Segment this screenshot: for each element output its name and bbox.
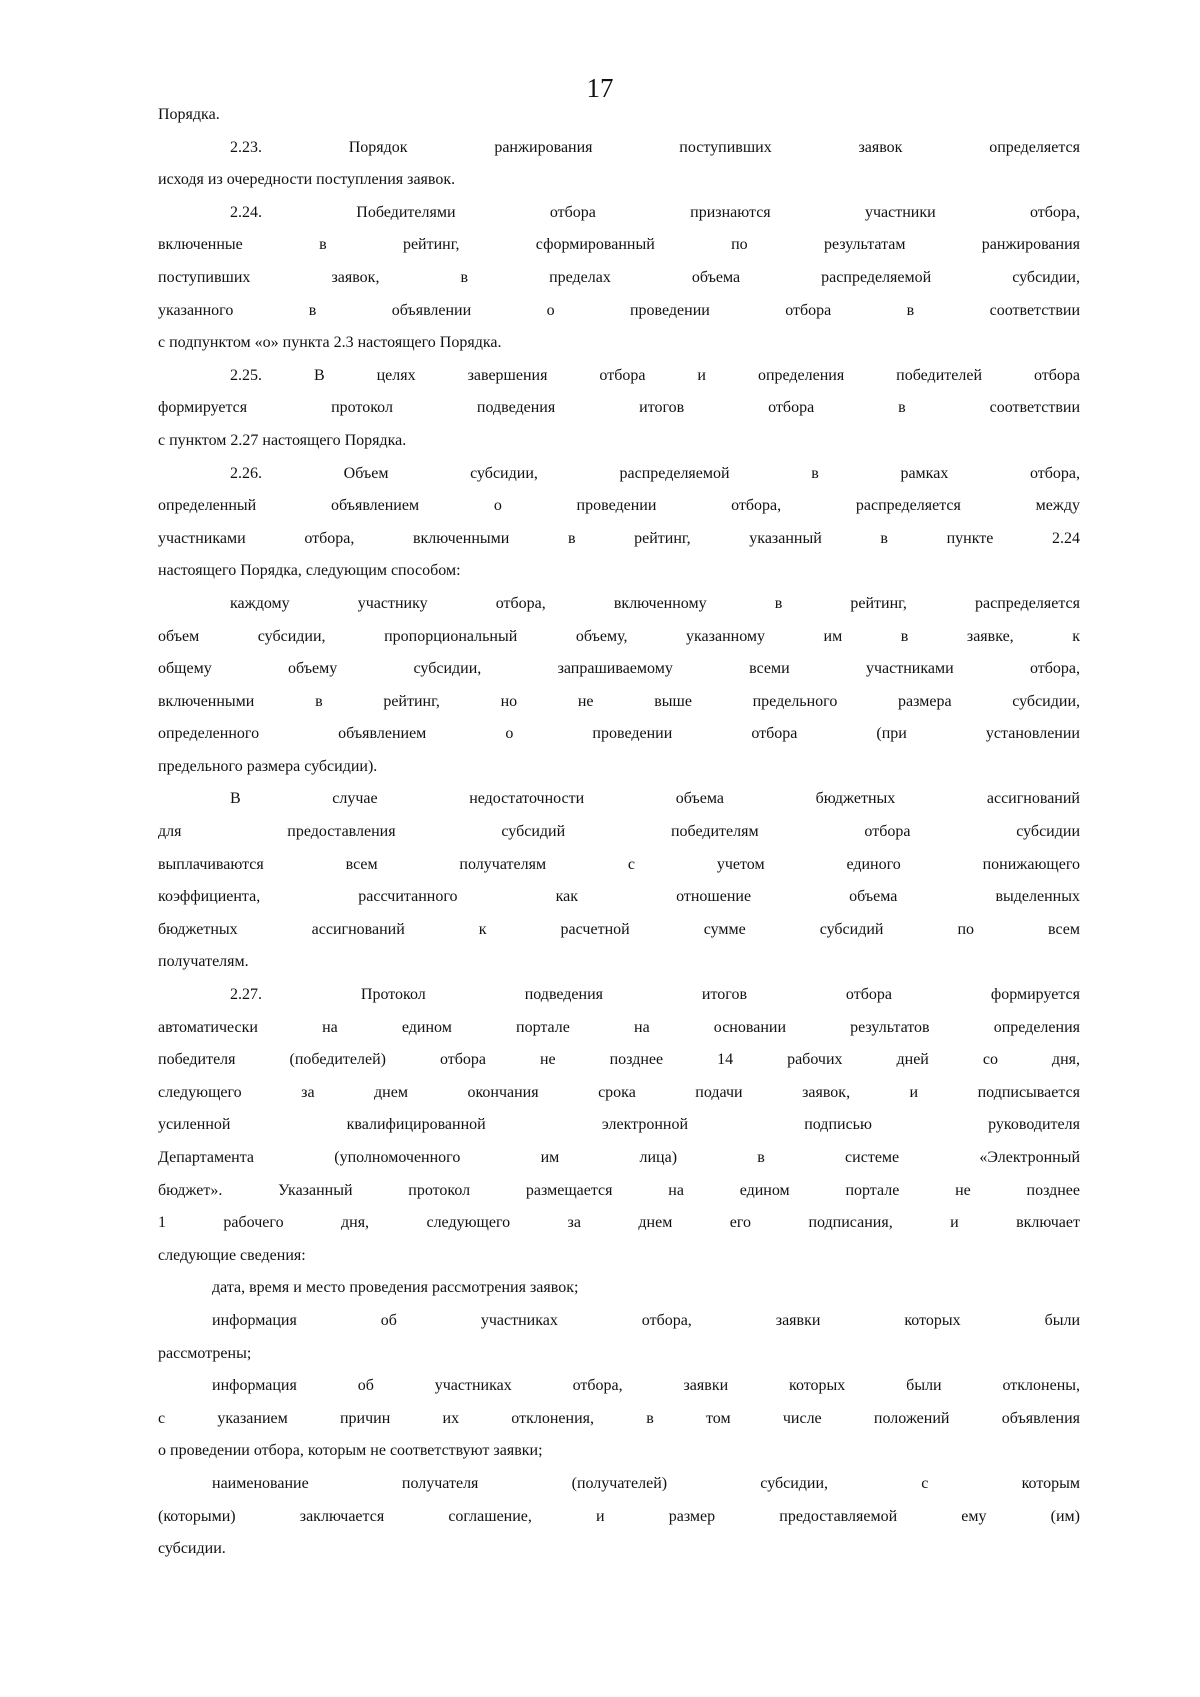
text-line: Департамента (уполномоченного им лица) в системе «Электронный	[158, 1149, 1080, 1166]
text-line: 2.24. Победителями отбора признаются участники отбора,	[230, 203, 1080, 221]
text-line: наименование получателя (получателей) субсидии, с которым	[212, 1474, 1080, 1492]
text-line: следующего за днем окончания срока подачи заявок, и подписывается	[158, 1083, 1080, 1101]
text-line: (которыми) заключается соглашение, и размер предоставляемой ему (им)	[158, 1507, 1080, 1525]
text-line: с пунктом 2.27 настоящего Порядка.	[158, 431, 407, 449]
text-line: с указанием причин их отклонения, в том числе положений объявления	[158, 1409, 1080, 1427]
text-line: субсидии.	[158, 1540, 226, 1558]
text-line: 1 рабочего дня, следующего за днем его подписания, и включает	[158, 1214, 1080, 1232]
text-line: коэффициента, рассчитанного как отношение объема выделенных	[158, 888, 1080, 906]
text-line: 2.23. Порядок ранжирования поступивших заявок определяется	[230, 138, 1080, 156]
text-line: рассмотрены;	[158, 1344, 252, 1362]
text-line: поступивших заявок, в пределах объема распределяемой субсидии,	[158, 268, 1080, 286]
text-line: бюджетных ассигнований к расчетной сумме субсидий по всем	[158, 920, 1080, 938]
text-line: следующие сведения:	[158, 1246, 306, 1264]
text-line: 2.27. Протокол подведения итогов отбора формируется	[230, 986, 1080, 1004]
text-line: предельного размера субсидии).	[158, 757, 378, 775]
text-line: объем субсидии, пропорциональный объему, указанному им в заявке, к	[158, 627, 1080, 645]
text-line: включенными в рейтинг, но не выше предельного размера субсидии,	[158, 692, 1080, 710]
document-body	[158, 106, 1080, 1573]
text-line: Порядка.	[158, 106, 220, 123]
text-line: получателям.	[158, 953, 249, 971]
text-line: настоящего Порядка, следующим способом:	[158, 562, 461, 580]
text-line: 2.25. В целях завершения отбора и определения победителей отбора	[230, 366, 1080, 384]
text-line: указанного в объявлении о проведении отбора в соответствии	[158, 301, 1080, 319]
text-line: 2.26. Объем субсидии, распределяемой в рамках отбора,	[230, 464, 1080, 482]
text-line: с подпунктом «о» пункта 2.3 настоящего Порядка.	[158, 334, 502, 352]
text-line: В случае недостаточности объема бюджетных ассигнований	[230, 790, 1080, 808]
text-line: исходя из очередности поступления заявок.	[158, 171, 456, 189]
text-line: общему объему субсидии, запрашиваемому всеми участниками отбора,	[158, 660, 1080, 678]
text-line: информация об участниках отбора, заявки которых были	[212, 1311, 1080, 1329]
text-line: для предоставления субсидий победителям отбора субсидии	[158, 823, 1080, 841]
text-line: формируется протокол подведения итогов отбора в соответствии	[158, 399, 1080, 417]
text-line: бюджет». Указанный протокол размещается на едином портале не позднее	[158, 1181, 1080, 1199]
page-number: 17	[586, 73, 614, 103]
text-line: выплачиваются всем получателям с учетом единого понижающего	[158, 855, 1080, 873]
text-line: включенные в рейтинг, сформированный по результатам ранжирования	[158, 236, 1080, 254]
text-line: о проведении отбора, которым не соответствуют заявки;	[158, 1442, 543, 1460]
text-line: информация об участниках отбора, заявки которых были отклонены,	[212, 1377, 1080, 1395]
text-line: определенный объявлением о проведении отбора, распределяется между	[158, 497, 1080, 515]
text-line: участниками отбора, включенными в рейтинг, указанный в пункте 2.24	[158, 529, 1080, 547]
text-line: усиленной квалифицированной электронной подписью руководителя	[158, 1116, 1080, 1134]
text-line: каждому участнику отбора, включенному в рейтинг, распределяется	[230, 594, 1080, 612]
text-line: победителя (победителей) отбора не позднее 14 рабочих дней со дня,	[158, 1051, 1080, 1069]
text-line: дата, время и место проведения рассмотрения заявок;	[212, 1279, 579, 1297]
text-line: автоматически на едином портале на основании результатов определения	[158, 1018, 1080, 1036]
text-line: определенного объявлением о проведении отбора (при установлении	[158, 725, 1080, 743]
